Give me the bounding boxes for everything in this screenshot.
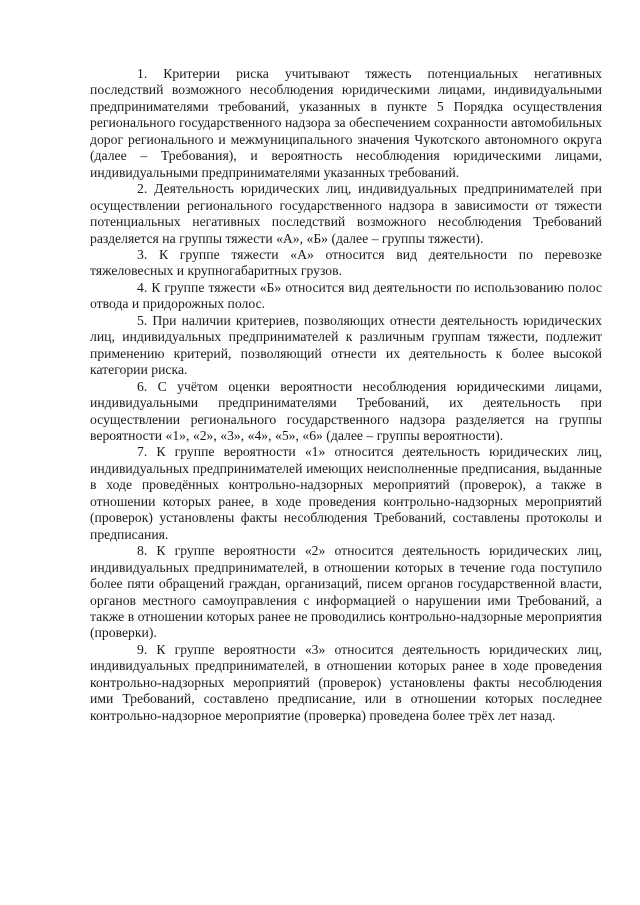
paragraph-5: 5. При наличии критериев, позволяющих отнести деятельность юридических лиц, индивидуальных предпринимателей к различным группам тяжести, подлежит применению критерий, позволяющий отнести их деятельность к более высокой категории риска. <box>90 312 602 378</box>
document-page <box>90 66 602 724</box>
paragraph-1: 1. Критерии риска учитывают тяжесть потенциальных негативных последствий возможного несоблюдения юридическими лицами, индивидуальными предпринимателями требований, указанных в пункте 5 Порядка осуществления регионального государственного надзора за обеспечением сохранности автомобильных дорог регионального и межмуниципального значения Чукотского автономного округа (далее – Требования), и вероятность несоблюдения юридическими лицами, индивидуальными предпринимателями указанных требований. <box>90 66 602 180</box>
paragraph-4: 4. К группе тяжести «Б» относится вид деятельности по использованию полос отвода и придорожных полос. <box>90 279 602 312</box>
paragraph-3: 3. К группе тяжести «А» относится вид деятельности по перевозке тяжеловесных и крупногабаритных грузов. <box>90 246 602 279</box>
paragraph-9: 9. К группе вероятности «3» относится деятельность юридических лиц, индивидуальных предпринимателей, в отношении которых ранее в ходе проведения контрольно-надзорных мероприятий (проверок) установлены факты несоблюдения ими Требований, составлено предписание, или в отношении которых последнее контрольно-надзорное мероприятие (проверка) проведена более трёх лет назад. <box>90 641 602 723</box>
paragraph-2: 2. Деятельность юридических лиц, индивидуальных предпринимателей при осуществлении регионального государственного надзора в зависимости от тяжести потенциальных негативных последствий возможного несоблюдения Требований разделяется на группы тяжести «А», «Б» (далее – группы тяжести). <box>90 181 602 246</box>
paragraph-6: 6. С учётом оценки вероятности несоблюдения юридическими лицами, индивидуальными предпринимателями Требований, их деятельность при осуществлении регионального государственного надзора разделяется на группы вероятности «1», «2», «3», «4», «5», «6» (далее – группы вероятности). <box>90 378 602 443</box>
paragraph-7: 7. К группе вероятности «1» относится деятельность юридических лиц, индивидуальных предпринимателей имеющих неисполненные предписания, выданные в ходе проведённых контрольно-надзорных мероприятий (проверок), а также в отношении которых ранее, в ходе проведения контрольно-надзорных мероприятий (проверок) установлены факты несоблюдения Требований, составлены протоколы и предписания. <box>90 444 602 542</box>
paragraph-8: 8. К группе вероятности «2» относится деятельность юридических лиц, индивидуальных предпринимателей, в отношении которых в течение года поступило более пяти обращений граждан, организаций, писем органов государственной власти, органов местного самоуправления с информацией о нарушении ими Требований, а также в отношении которых ранее не проводились контрольно-надзорные мероприятия (проверки). <box>90 543 602 641</box>
